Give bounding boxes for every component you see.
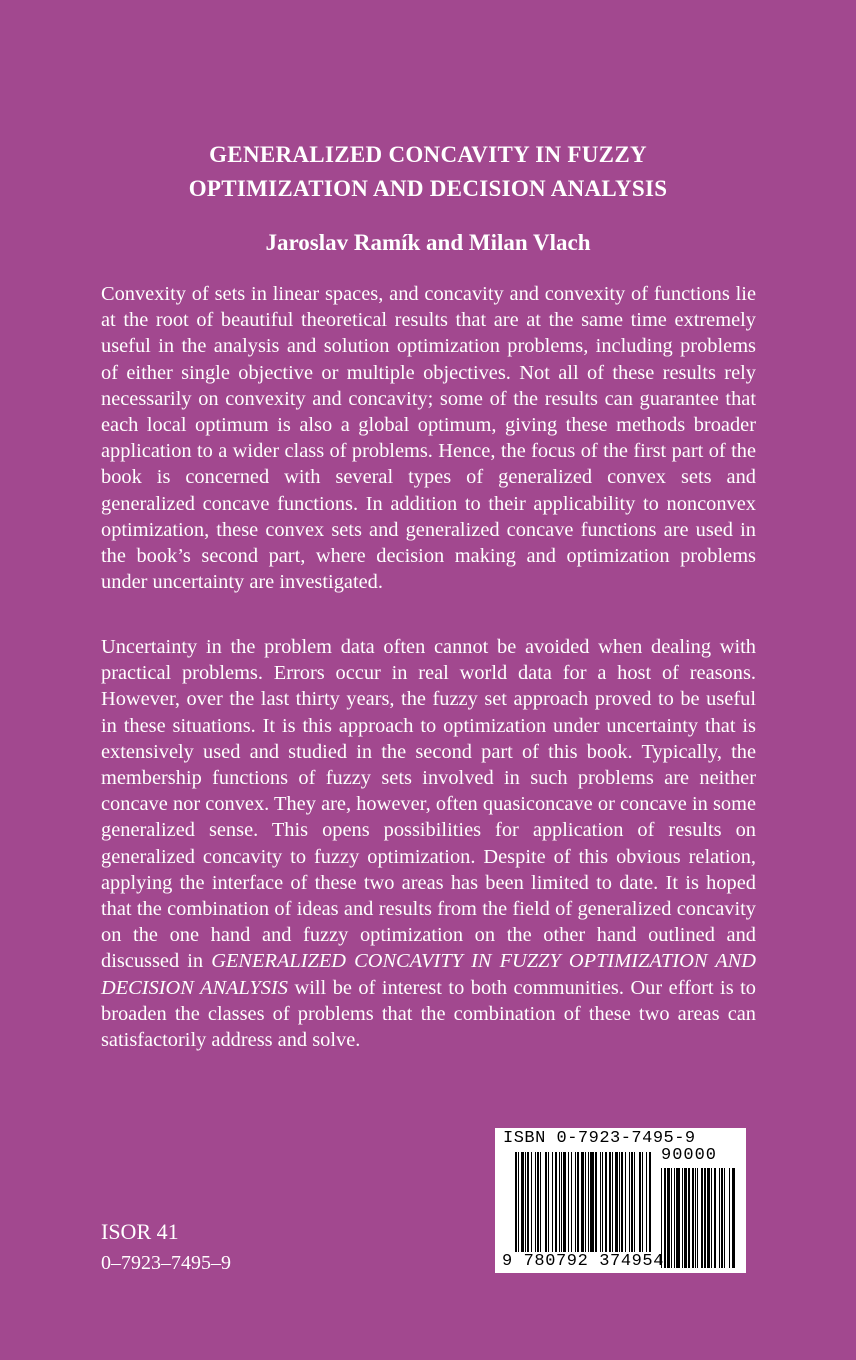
authors: Jaroslav Ramík and Milan Vlach	[265, 230, 591, 255]
title-line-1: GENERALIZED CONCAVITY IN FUZZY	[209, 142, 647, 167]
paragraph-2-end: will be of interest to both communities. Our effort is to broaden the classes of problems that the combination of these two areas can satisfactorily address and solve.	[101, 976, 757, 1052]
description-paragraph-2	[101, 634, 756, 1053]
description-paragraph-1: Convexity of sets in linear spaces, and concavity and convexity of functions lie at the root of beautiful theoretical results that are at the same time extremely useful in the analysis and solution optimization problems, including problems of either single objective or multiple objectives. Not all of these results rely necessarily on convexity and concavity; some of the results can guarantee that each local optimum is also a global optimum, giving these methods broader application to a wider class of problems. Hence, the focus of the first part of the book is concerned with several types of generalized convex sets and generalized concave functions. In addition to their applicability to nonconvex optimization, these convex sets and generalized concave functions are used in the book’s second part, where decision making and optimization problems under uncertainty are investigated.	[101, 283, 756, 594]
barcode	[495, 1128, 746, 1273]
barcode-addon-number: 90000	[661, 1146, 718, 1165]
paragraph-2-book-title: GENERALIZED CONCAVITY IN FUZZY OPTIMIZATION AND DECISION ANALYSIS	[101, 950, 756, 999]
barcode-digits: 9 780792 374954	[502, 1252, 665, 1271]
title-line-2: OPTIMIZATION AND DECISION ANALYSIS	[188, 176, 668, 201]
paragraph-2-start: Uncertainty in the problem data often cannot be avoided when dealing with practical problems. Errors occur in real world data for a host of reasons. However, over the last thirty years, the fuzzy set approach proved to be useful in these situations. It is this approach to optimization under uncertainty that is extensively used and studied in the second part of this book. Typically, the membership functions of fuzzy sets involved in such problems are neither concave nor convex. They are, however, often quasiconcave or concave in some generalized sense. This opens possibilities for application of results on generalized concavity to fuzzy optimization. Despite of this obvious relation, applying the interface of these two areas has been limited to date. It is hoped that the combination of ideas and results from the field of generalized concavity on the one hand and fuzzy optimization on the other hand outlined and discussed in	[101, 636, 756, 973]
series-label: ISOR 41	[101, 1219, 179, 1244]
barcode-isbn-label: ISBN 0-7923-7495-9	[503, 1129, 696, 1148]
book-title	[100, 138, 756, 206]
isbn-number: 0–7923–7495–9	[101, 1252, 231, 1274]
